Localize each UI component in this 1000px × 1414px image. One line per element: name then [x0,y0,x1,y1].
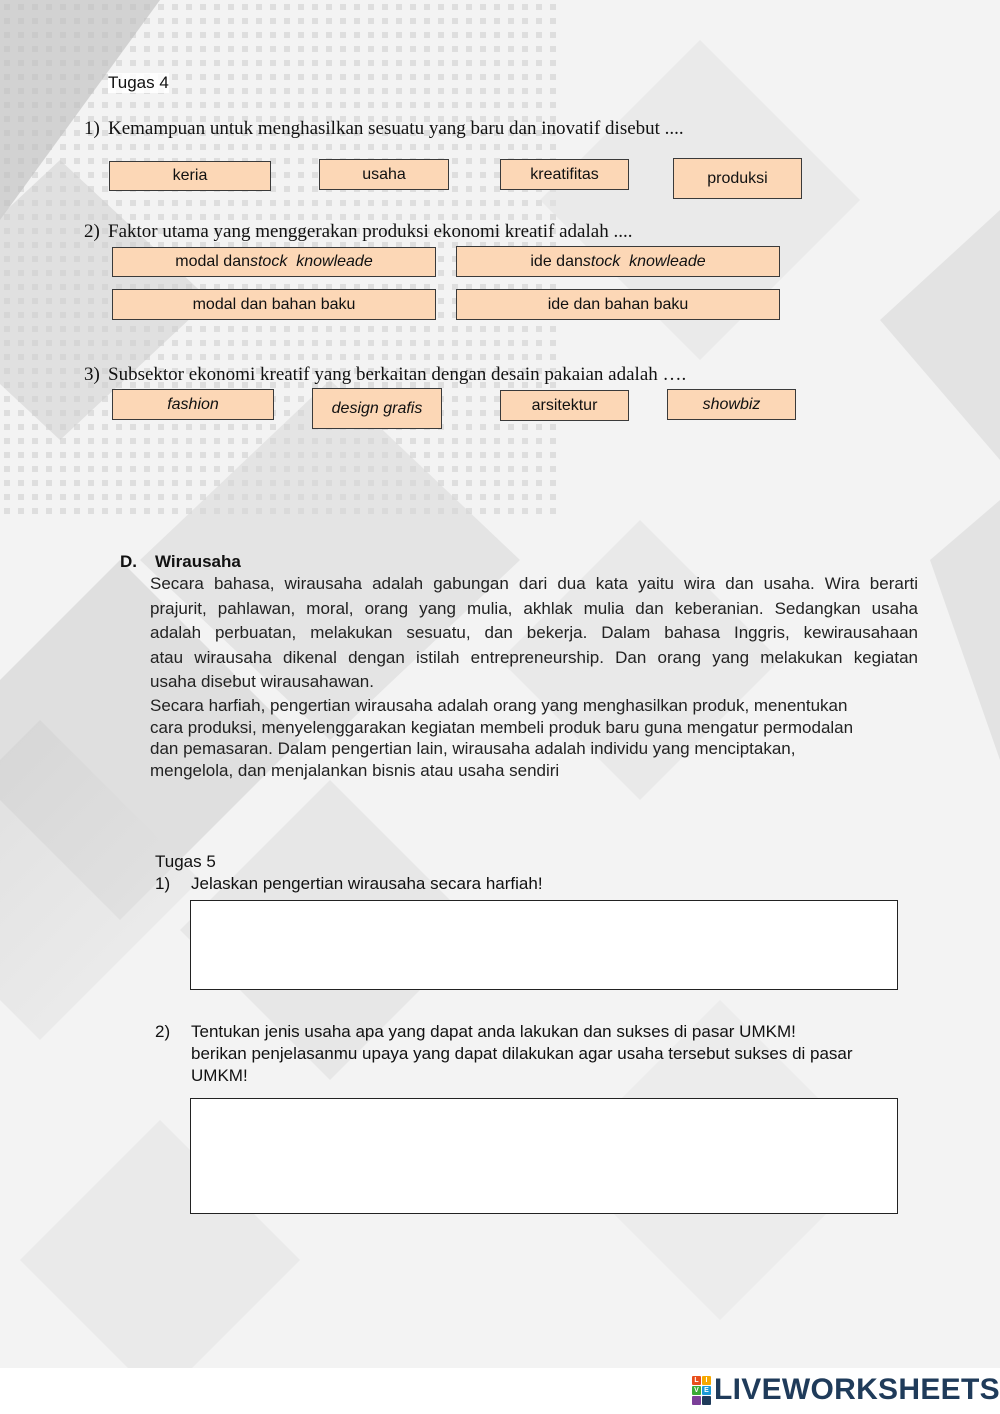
q2-option-a-italic: stock knowleade [249,253,373,270]
section-letter: D. [120,552,137,571]
logo-grid-cell: E [702,1386,711,1395]
paragraph-line: cara produksi, menyelenggarakan kegiatan membeli produk baru guna mengatur permodalan [150,717,854,737]
paragraph-definition [150,695,918,781]
q2-option-modal-bahan-baku[interactable] [112,289,436,320]
tugas5-q2-line: berikan penjelasanmu upaya yang dapat dilakukan agar usaha tersebut sukses di pasar [191,1044,853,1063]
q2-option-d-label: ide dan bahan baku [547,295,689,313]
paragraph-line: Secara harfiah, pengertian wirausaha adalah orang yang menghasilkan produk, menentukan [150,696,848,715]
paragraph-line: dan pemasaran. Dalam pengertian lain, wirausaha adalah individu yang menciptakan, [150,739,796,758]
q1-number: 1) [84,118,100,139]
tugas5-q1-text: Jelaskan pengertian wirausaha secara harfiah! [191,874,543,893]
q2-option-b-prefix: ide dan [530,252,583,270]
tugas5-q2-line: Tentukan jenis usaha apa yang dapat anda lakukan dan sukses di pasar UMKM! [191,1022,796,1041]
liveworksheets-logo [692,1374,1000,1406]
answer-box-q2[interactable] [190,1098,898,1214]
logo-text: LIVEWORKSHEETS [714,1373,1000,1406]
tugas5-q1-number: 1) [155,874,171,893]
tugas5-q2-line: UMKM! [191,1066,248,1085]
paragraph-line: usaha disebut wirausahawan. [150,672,374,691]
q3-number: 3) [84,364,100,385]
logo-grid-cell [692,1396,701,1405]
logo-grid-cell: L [692,1376,701,1385]
q2-option-c-label: modal dan bahan baku [192,295,356,313]
q2-number: 2) [84,221,100,242]
q3-text: Subsektor ekonomi kreatif yang berkaitan dengan desain pakaian adalah …. [108,364,687,385]
section-heading: Wirausaha [155,552,241,571]
paragraph-line: atau wirausaha dikenal dengan istilah entrepreneurship. Dan orang yang melakukan kegiatan [150,647,918,667]
q1-option-produksi[interactable]: produksi [673,158,802,199]
q1-text: Kemampuan untuk menghasilkan sesuatu yang baru dan inovatif disebut .... [108,118,684,139]
logo-grid-cell [702,1396,711,1405]
paragraph-line: prajurit, pahlawan, moral, orang yang mulia, akhlak mulia dan keberanian. Sedangkan usaha [150,598,918,618]
q1-option-usaha[interactable]: usaha [319,159,449,190]
paragraph-line: adalah perbuatan, melakukan sesuatu, dan bekerja. Dalam bahasa Inggris, kewirausahaan [150,623,918,642]
q3-option-arsitektur[interactable]: arsitektur [500,390,629,421]
q3-option-showbiz[interactable]: showbiz [667,389,796,420]
paragraph-etymology [150,572,918,695]
paragraph-line: Secara bahasa, wirausaha adalah gabungan dari dua kata yaitu wira dan usaha. Wira berarti [150,574,918,593]
logo-icon [692,1376,711,1405]
logo-grid-cell: V [692,1386,701,1395]
q3-option-fashion[interactable]: fashion [112,389,274,420]
answer-box-q1[interactable] [190,900,898,990]
q2-text: Faktor utama yang menggerakan produksi ekonomi kreatif adalah .... [108,221,633,242]
tugas4-title: Tugas 4 [108,73,169,92]
q2-option-b-italic: stock knowleade [582,252,706,270]
q2-option-ide-bahan-baku[interactable] [456,289,780,320]
paragraph-line: mengelola, dan menjalankan bisnis atau usaha sendiri [150,760,560,780]
q2-option-modal-stock-knowleade[interactable] [112,247,436,277]
q1-option-kreatifitas[interactable]: kreatifitas [500,159,629,190]
logo-grid-cell: I [702,1376,711,1385]
q3-option-design-grafis[interactable]: design grafis [312,388,442,429]
tugas5-q2-number: 2) [155,1022,171,1041]
q2-option-ide-stock-knowleade[interactable] [456,246,780,277]
tugas5-title: Tugas 5 [155,852,216,871]
q2-option-a-prefix: modal dan [175,253,250,270]
q1-option-keria[interactable]: keria [109,161,271,191]
